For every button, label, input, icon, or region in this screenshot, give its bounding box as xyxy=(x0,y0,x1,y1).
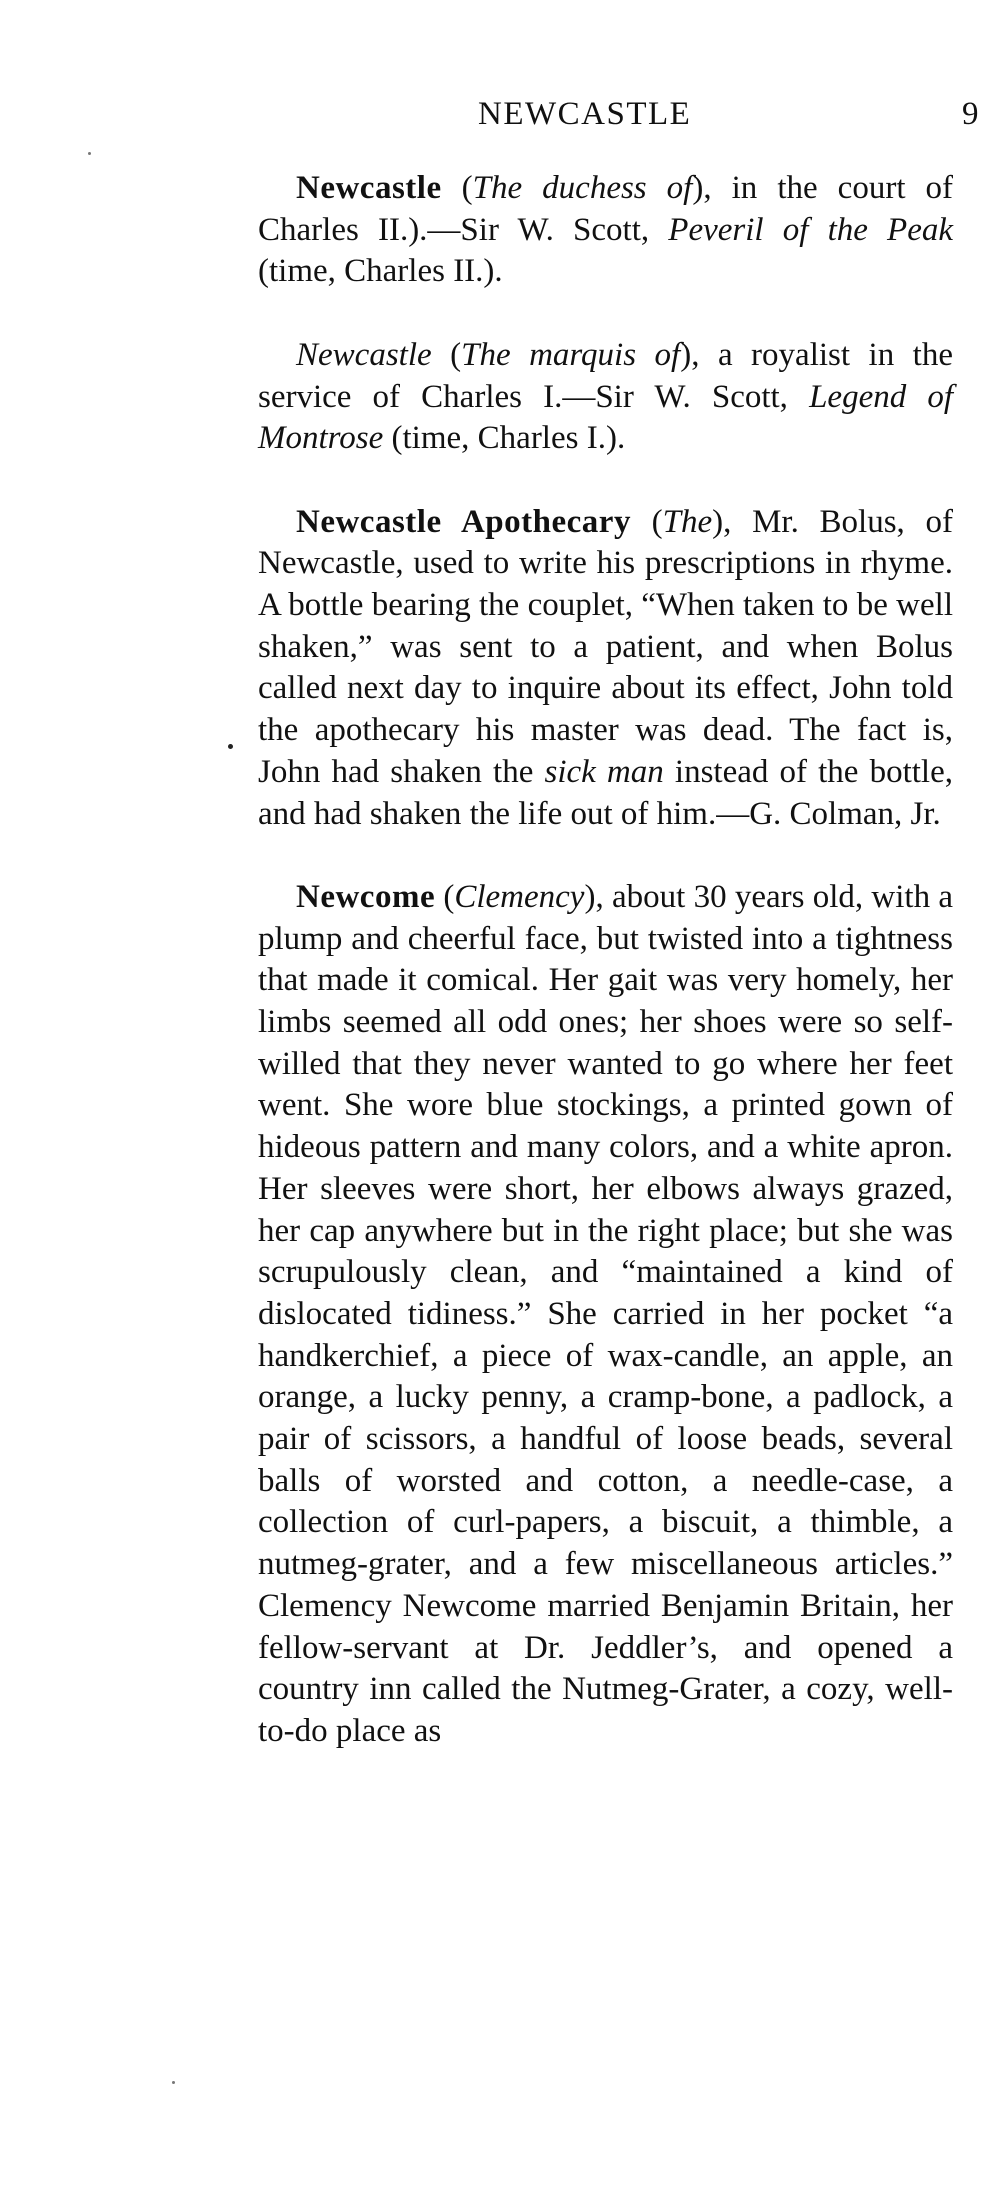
entry-text: instead of the bottle, and had shaken the life out of him.—G. Colman, Jr. xyxy=(258,753,953,832)
qualifier: Clemency xyxy=(454,878,585,915)
qualifier-open: ( xyxy=(630,503,663,540)
emphasis: sick man xyxy=(544,753,664,790)
page-number: 9 xyxy=(962,96,979,132)
entry-text: a royalist in the service of Charles I.—Sir W. Scott, xyxy=(258,336,953,415)
qualifier-close: ), xyxy=(692,170,732,206)
entry-newcome xyxy=(258,877,953,1753)
margin-speck xyxy=(88,152,91,155)
qualifier-open: ( xyxy=(441,170,473,206)
entry-newcastle-apothecary xyxy=(258,502,953,836)
qualifier: The xyxy=(662,503,713,540)
work-title: Peveril of the Peak xyxy=(668,211,953,248)
margin-speck xyxy=(228,744,233,749)
qualifier: The marquis of xyxy=(461,336,681,373)
entry-text: (time, Charles I.). xyxy=(383,420,626,457)
margin-speck xyxy=(172,2081,175,2084)
qualifier-close: ), xyxy=(680,336,718,373)
entry-text: (time, Charles II.). xyxy=(258,253,503,290)
headword: Newcastle Apothecary xyxy=(296,503,631,540)
headword: Newcastle xyxy=(296,336,432,373)
running-title: NEWCASTLE xyxy=(478,96,692,132)
text-column xyxy=(258,168,953,1794)
qualifier: The duchess of xyxy=(472,170,693,206)
qualifier-close: ), xyxy=(584,878,612,915)
entry-newcastle-marquis xyxy=(258,335,953,460)
entry-text: in the court of Charles II.).—Sir W. Scott, xyxy=(258,170,954,248)
qualifier-open: ( xyxy=(431,336,462,373)
entry-text: Mr. Bolus, of Newcastle, used to write his prescriptions in rhyme. A bottle bearing the couplet, “When taken to be well shaken,” was sent to a patient, and when Bolus called next day to inquire about its effect, John told the apothecary his master was dead. The fact is, John had shaken the xyxy=(258,503,953,790)
entry-text: about 30 years old, with a plump and cheerful face, but twisted into a tightness that made it comical. Her gait was very homely, her limbs seemed all odd ones; her shoes were so self-willed that they never wanted to go where her feet went. She wore blue stockings, a printed gown of hideous pattern and many colors, and a white apron. Her sleeves were short, her elbows always grazed, her cap anywhere but in the right place; but she was scrupulously clean, and “maintained a kind of dislocated tidiness.” She carried in her pocket “a handkerchief, a piece of wax-candle, an apple, an orange, a lucky penny, a cramp-bone, a padlock, a pair of scissors, a handful of loose beads, several balls of worsted and cotton, a needle-case, a collection of curl-papers, a biscuit, a thimble, a nutmeg-grater, and a few miscellaneous articles.” Clemency Newcome married Benjamin Britain, her fellow-servant at Dr. Jeddler’s, and opened a country inn called the Nutmeg-Grater, a cozy, well-to-do place as xyxy=(258,878,953,1749)
headword: Newcome xyxy=(296,878,436,915)
qualifier-open: ( xyxy=(435,878,455,915)
entry-newcastle-duchess xyxy=(258,168,953,293)
running-head xyxy=(0,96,1000,140)
qualifier-close: ), xyxy=(712,503,753,540)
headword: Newcastle xyxy=(296,170,442,206)
work-title: Legend of Montrose xyxy=(258,378,953,457)
